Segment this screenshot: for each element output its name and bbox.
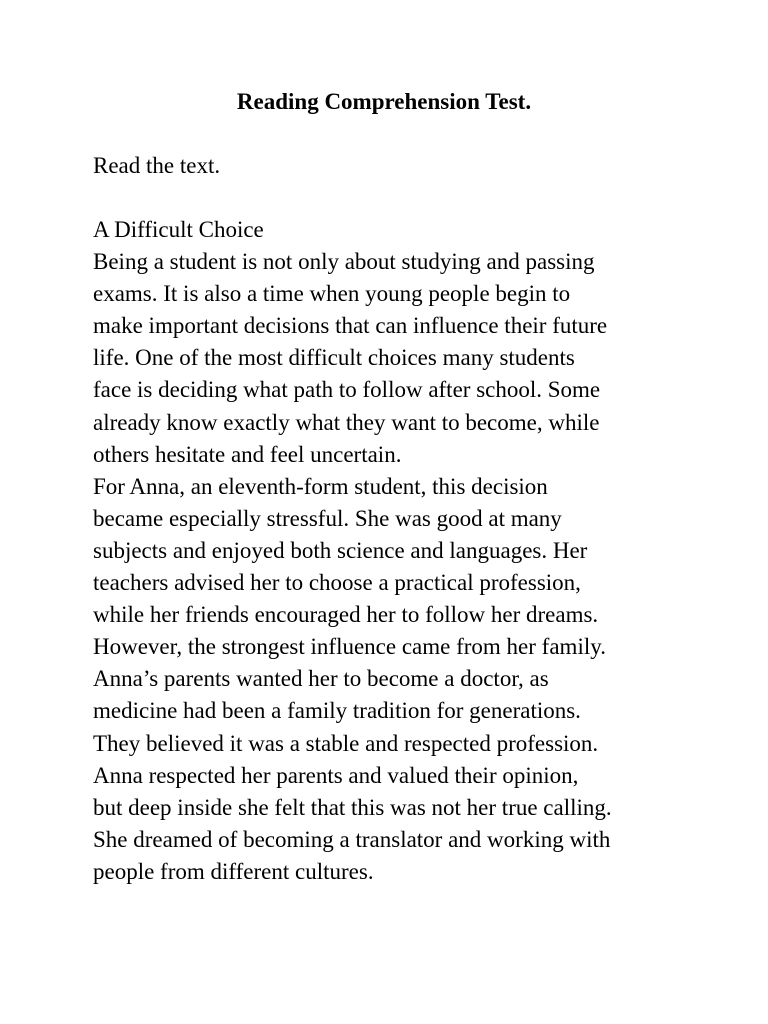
page-title: Reading Comprehension Test. [236, 89, 532, 114]
passage-line: exams. It is also a time when young people begin to [93, 281, 571, 307]
passage-line: became especially stressful. She was good at many [93, 505, 562, 531]
passage-line: while her friends encouraged her to follow her dreams. [93, 602, 599, 628]
passage-line: make important decisions that can influence their future [93, 313, 608, 339]
passage-line: Anna respected her parents and valued their opinion, [93, 762, 579, 788]
instruction-text: Read the text. [93, 153, 221, 178]
passage-line: people from different cultures. [93, 858, 374, 884]
passage-line: They believed it was a stable and respected profession. [93, 730, 599, 756]
passage-line: Anna’s parents wanted her to become a doctor, as [93, 666, 549, 692]
passage-line: subjects and enjoyed both science and languages. Her [93, 537, 588, 563]
passage-line: However, the strongest influence came from her family. [93, 634, 606, 660]
passage-line: already know exactly what they want to become, while [93, 409, 600, 435]
passage-line: For Anna, an eleventh-form student, this decision [93, 473, 548, 499]
passage-line: medicine had been a family tradition for generations. [93, 698, 581, 724]
passage-line: Being a student is not only about studying and passing [93, 249, 595, 275]
passage-line: face is deciding what path to follow after school. Some [93, 377, 601, 403]
passage-line: teachers advised her to choose a practical profession, [93, 570, 581, 596]
passage-title: A Difficult Choice [93, 217, 264, 242]
passage-line: others hesitate and feel uncertain. [93, 441, 402, 467]
passage-line: She dreamed of becoming a translator and working with [93, 826, 611, 852]
passage-line: life. One of the most difficult choices many students [93, 345, 575, 371]
passage-line: but deep inside she felt that this was not her true calling. [93, 794, 612, 820]
passage [93, 214, 693, 888]
